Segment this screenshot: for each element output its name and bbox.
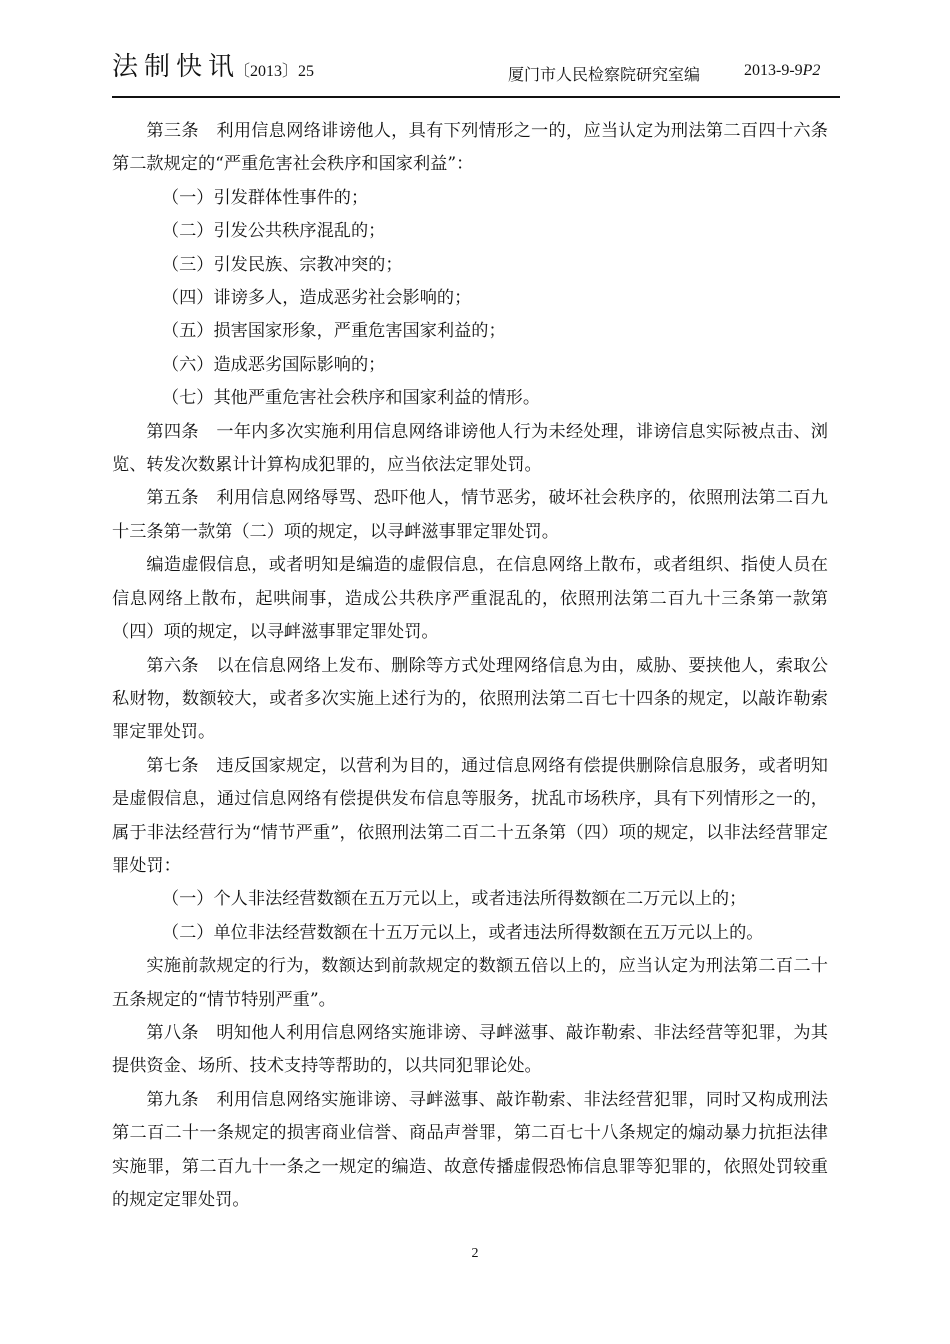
list-item: （二）引发公共秩序混乱的；: [161, 221, 386, 242]
publisher-name: 厦门市人民检察院研究室编: [508, 65, 701, 84]
list-item: （六）造成恶劣国际影响的；: [161, 354, 386, 375]
paragraph: 第四条 一年内多次实施利用信息网络诽谤他人行为未经处理，诽谤信息实际被点击、浏览、转发次数累计计算构成犯罪的，应当依法定罪处罚。: [112, 421, 828, 476]
paragraph: 第五条 利用信息网络辱骂、恐吓他人，情节恶劣，破坏社会秩序的，依照刑法第二百九十三条第一款第（二）项的规定，以寻衅滋事罪定罪处罚。: [112, 488, 828, 542]
header-rule: [112, 96, 840, 98]
list-item: （五）损害国家形象，严重危害国家利益的；: [161, 321, 506, 342]
document-body: [112, 115, 828, 1217]
page-ref: P2: [802, 62, 821, 79]
list-item: （七）其他严重危害社会秩序和国家利益的情形。: [161, 388, 541, 409]
page-header: [112, 40, 840, 96]
list-item: （一）个人非法经营数额在五万元以上，或者违法所得数额在二万元以上的；: [161, 889, 747, 910]
list-item: （一）引发群体性事件的；: [161, 187, 369, 208]
list-item: （四）诽谤多人，造成恶劣社会影响的；: [161, 288, 472, 309]
paragraph: 第三条 利用信息网络诽谤他人，具有下列情形之一的，应当认定为刑法第二百四十六条第二款规定的“严重危害社会秩序和国家利益”：: [112, 121, 828, 175]
paragraph: 实施前款规定的行为，数额达到前款规定的数额五倍以上的，应当认定为刑法第二百二十五条规定的“情节特别严重”。: [112, 956, 828, 1010]
page-number: 2: [471, 1246, 479, 1261]
paragraph: 第七条 违反国家规定，以营利为目的，通过信息网络有偿提供删除信息服务，或者明知是虚假信息，通过信息网络有偿提供发布信息等服务，扰乱市场秩序，具有下列情形之一的，属于非法经营行为“情节严重”，依照刑法第二百二十五条第（四）项的规定，以非法经营罪定罪处罚：: [112, 755, 828, 876]
list-item: （三）引发民族、宗教冲突的；: [161, 254, 403, 275]
paragraph: 第九条 利用信息网络实施诽谤、寻衅滋事、敲诈勒索、非法经营犯罪，同时又构成刑法第二百二十一条规定的损害商业信誉、商品声誉罪，第二百七十八条规定的煽动暴力抗拒法律实施罪，第二百九十一条之一规定的编造、故意传播虚假恐怖信息罪等犯罪的，依照处罚较重的规定定罪处罚。: [112, 1089, 828, 1210]
issue-number: 〔2013〕25: [234, 63, 315, 80]
date-text: 2013-9-9: [744, 62, 803, 79]
paragraph: 第八条 明知他人利用信息网络实施诽谤、寻衅滋事、敲诈勒索、非法经营等犯罪，为其提供资金、场所、技术支持等帮助的，以共同犯罪论处。: [112, 1022, 828, 1077]
newsletter-title: 法制快讯: [112, 52, 241, 82]
list-item: （二）单位非法经营数额在十五万元以上，或者违法所得数额在五万元以上的。: [161, 922, 764, 943]
header-date: [744, 62, 820, 80]
paragraph: 第六条 以在信息网络上发布、删除等方式处理网络信息为由，威胁、要挟他人，索取公私财物，数额较大，或者多次实施上述行为的，依照刑法第二百七十四条的规定，以敲诈勒索罪定罪处罚。: [112, 655, 828, 743]
paragraph: 编造虚假信息，或者明知是编造的虚假信息，在信息网络上散布，或者组织、指使人员在信息网络上散布，起哄闹事，造成公共秩序严重混乱的，依照刑法第二百九十三条第一款第（四）项的规定，以寻衅滋事罪定罪处罚。: [112, 555, 828, 643]
